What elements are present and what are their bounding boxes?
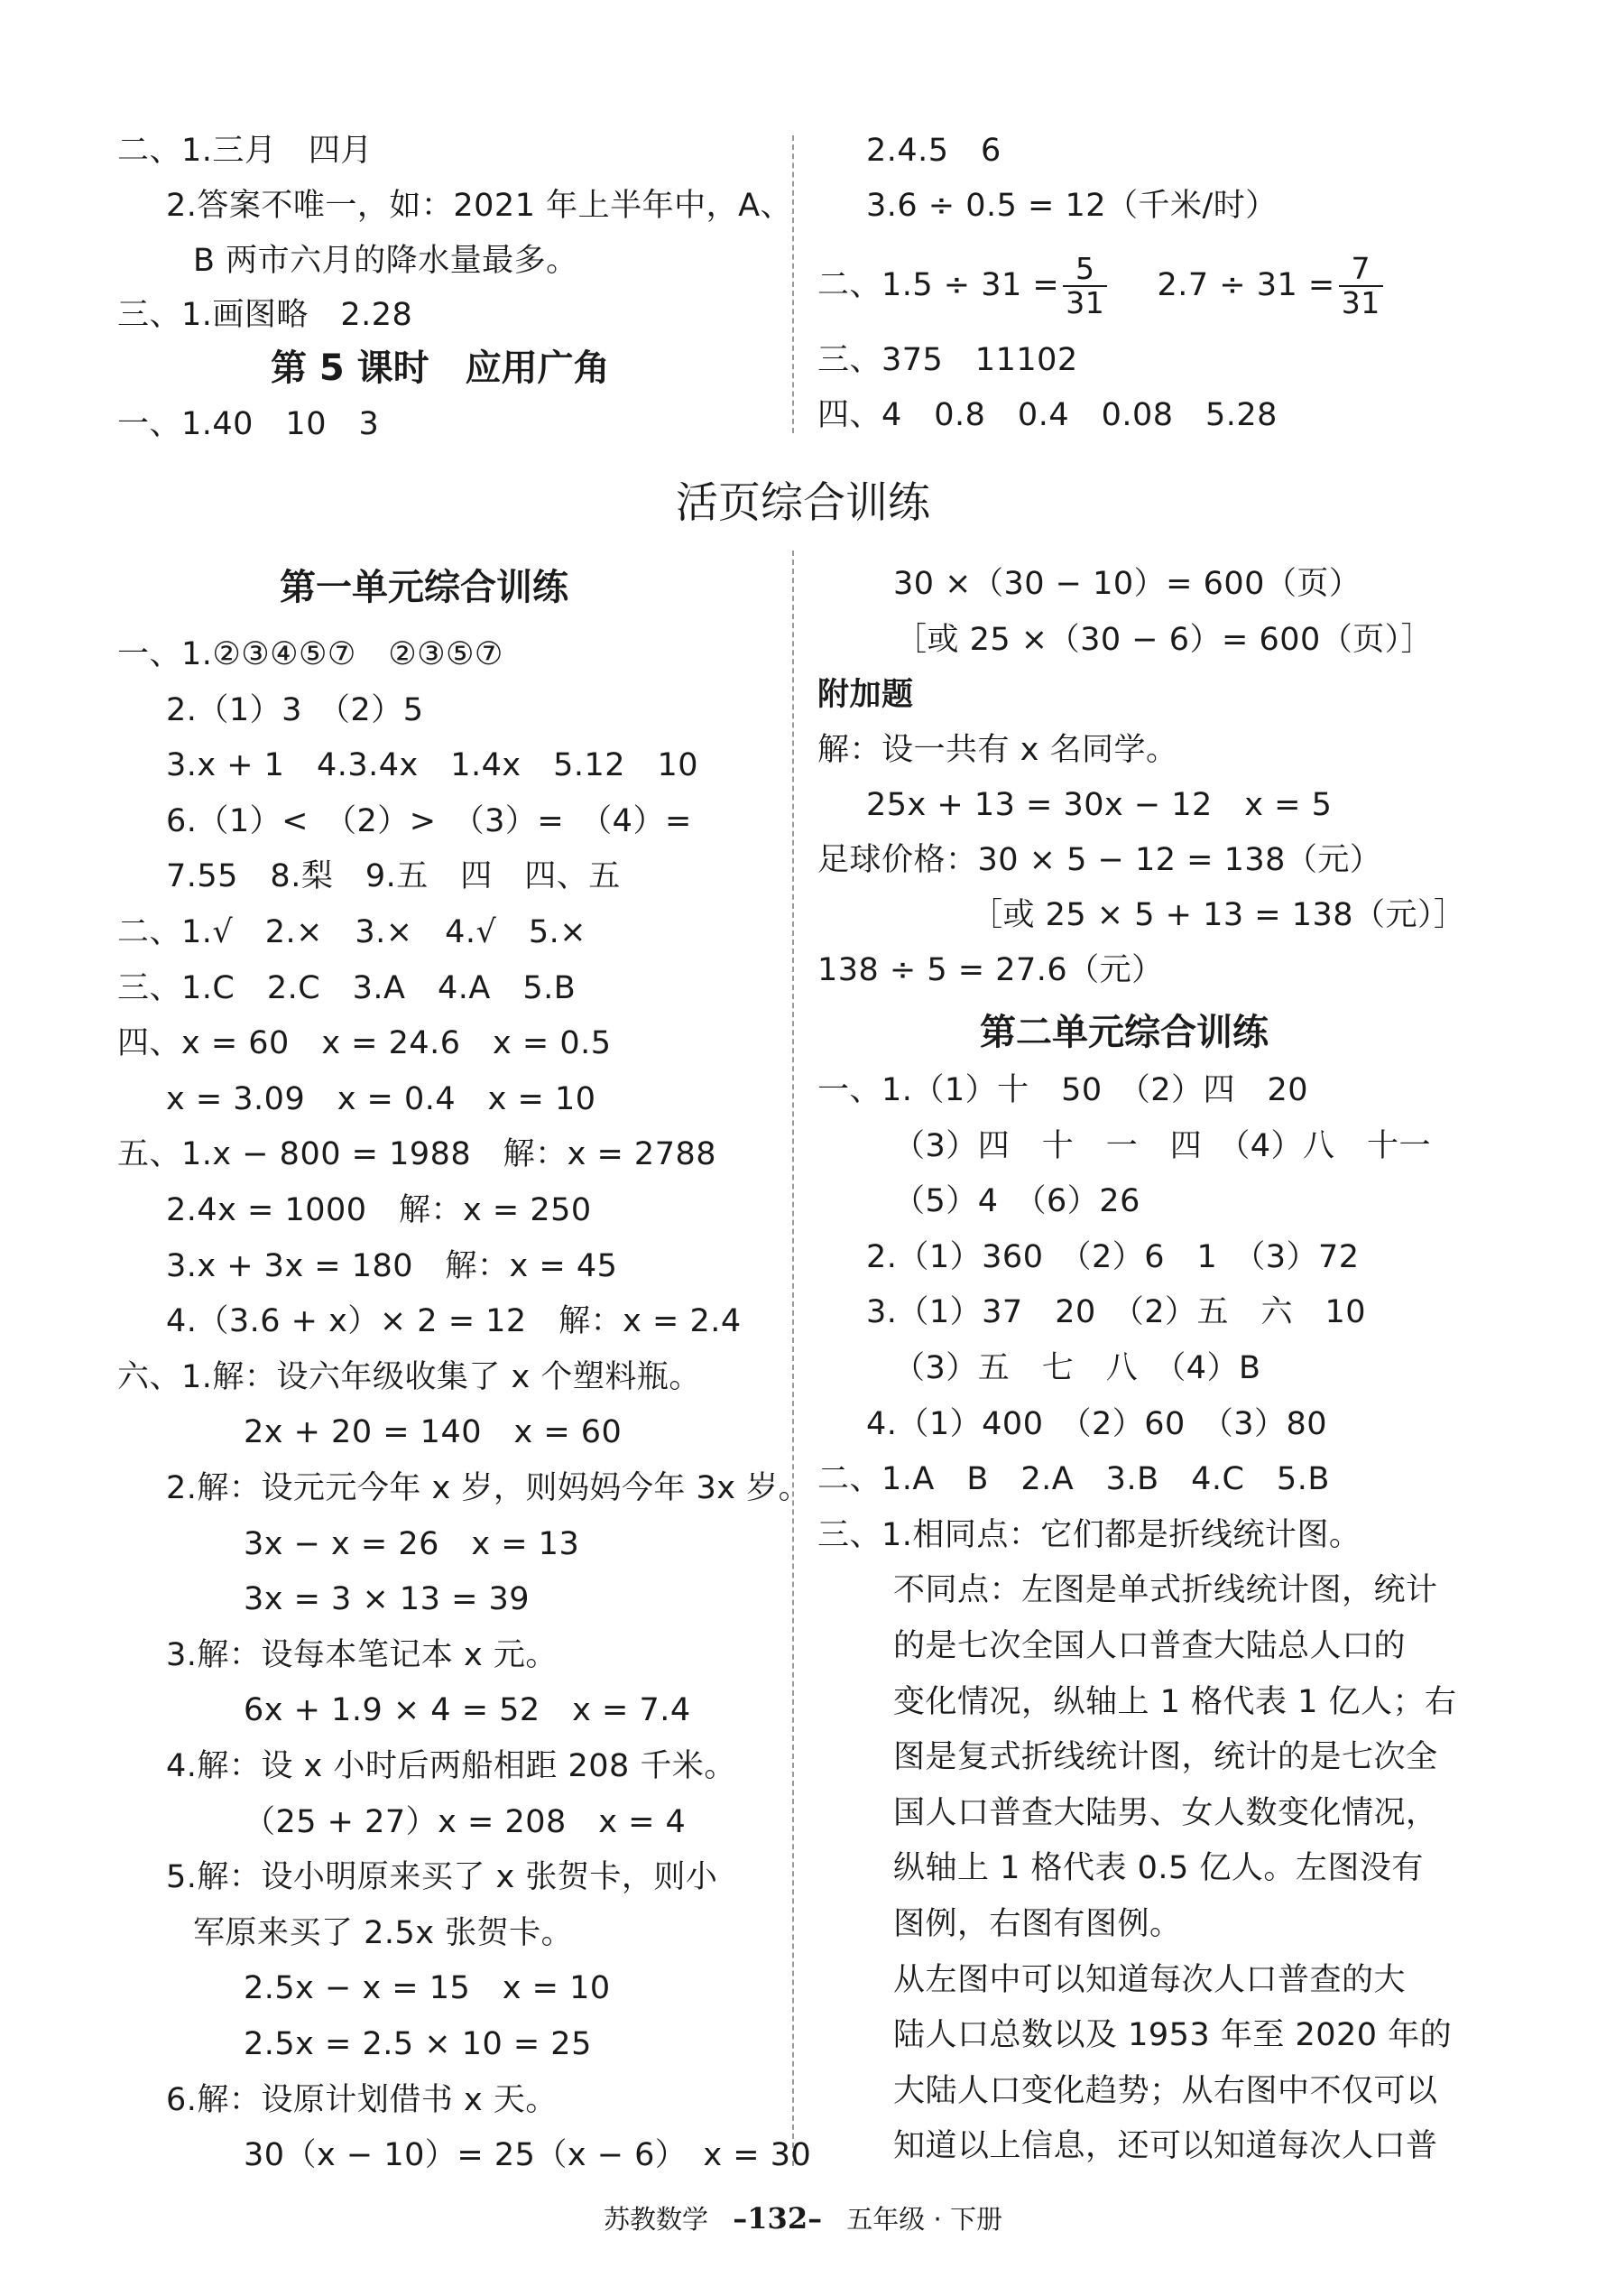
- unit1-line-26: 2.5x = 2.5 × 10 = 25: [244, 2026, 592, 2062]
- right-line-4: 解：设一共有 x 名同学。: [817, 732, 1178, 768]
- unit2-line-18: 陆人口总数以及 1953 年至 2020 年的: [893, 2017, 1453, 2054]
- unit1-line-9: x = 3.09 x = 0.4 x = 10: [166, 1080, 596, 1117]
- fraction-7-31: [1339, 253, 1383, 319]
- unit2-line-3: （5）4 （6）26: [893, 1183, 1140, 1220]
- unit1-line-8: 四、x = 60 x = 24.6 x = 0.5: [117, 1025, 612, 1062]
- unit1-line-28: 30（x − 10）= 25（x − 6） x = 30: [244, 2137, 812, 2174]
- unit2-line-15: 纵轴上 1 格代表 0.5 亿人。左图没有: [893, 1850, 1424, 1887]
- column-divider-main: [792, 551, 794, 2166]
- fraction-denominator: 31: [1341, 285, 1380, 320]
- fraction-5-31: [1063, 253, 1107, 319]
- right-line-5: 25x + 13 = 30x − 12 x = 5: [866, 787, 1333, 823]
- unit1-line-1: 一、1.②③④⑤⑦ ②③⑤⑦: [117, 636, 503, 672]
- unit2-title: 第二单元综合训练: [980, 1012, 1269, 1053]
- unit1-line-22: （25 + 27）x = 208 x = 4: [244, 1803, 687, 1840]
- top-left-line-1: 二、1.三月 四月: [117, 133, 373, 169]
- unit1-line-21: 4.解：设 x 小时后两船相距 208 千米。: [166, 1748, 736, 1784]
- unit2-line-8: 二、1.A B 2.A 3.B 4.C 5.B: [817, 1461, 1330, 1498]
- unit1-line-18: 3x = 3 × 13 = 39: [244, 1581, 531, 1618]
- top-left-line-5: 一、1.40 10 3: [117, 406, 380, 442]
- top-right-line-4: 三、375 11102: [817, 342, 1078, 378]
- unit2-line-17: 从左图中可以知道每次人口普查的大: [893, 1961, 1407, 1998]
- unit1-line-13: 4.（3.6 + x）× 2 = 12 解：x = 2.4: [166, 1303, 742, 1340]
- column-divider-top: [792, 135, 794, 433]
- unit2-line-19: 大陆人口变化趋势；从右图中不仅可以: [893, 2072, 1438, 2109]
- right-line-1: 30 ×（30 − 10）= 600（页）: [893, 566, 1361, 602]
- unit1-title: 第一单元综合训练: [280, 567, 568, 608]
- fraction-expr-2: 2.7 ÷ 31 =: [1157, 267, 1335, 303]
- unit1-line-12: 3.x + 3x = 180 解：x = 45: [166, 1247, 618, 1284]
- footer-grade: 五年级 · 下册: [846, 2204, 1002, 2235]
- right-line-7: ［或 25 × 5 + 13 = 138（元）］: [971, 897, 1466, 933]
- top-left-line-2: 2.答案不唯一，如：2021 年上半年中，A、: [166, 188, 793, 224]
- unit1-line-3: 3.x + 1 4.3.4x 1.4x 5.12 10: [166, 747, 699, 784]
- unit1-line-7: 三、1.C 2.C 3.A 4.A 5.B: [117, 969, 577, 1006]
- unit1-line-23: 5.解：设小明原来买了 x 张贺卡，则小: [166, 1859, 718, 1896]
- lesson-title: 第 5 课时 应用广角: [271, 347, 610, 389]
- unit1-line-16: 2.解：设元元今年 x 岁，则妈妈今年 3x 岁。: [166, 1470, 811, 1506]
- unit1-line-11: 2.4x = 1000 解：x = 250: [166, 1192, 592, 1228]
- unit1-line-2: 2.（1）3 （2）5: [166, 691, 424, 728]
- top-right-line-2: 3.6 ÷ 0.5 = 12（千米/时）: [866, 188, 1278, 224]
- unit2-line-16: 图例，右图有图例。: [893, 1906, 1182, 1942]
- unit2-line-12: 变化情况，纵轴上 1 格代表 1 亿人；右: [893, 1683, 1457, 1720]
- right-line-3: 附加题: [817, 677, 914, 713]
- page-footer: [0, 2200, 1606, 2237]
- fraction-numerator: 7: [1339, 253, 1383, 287]
- fraction-expr-1: 二、1.5 ÷ 31 =: [817, 267, 1060, 303]
- unit2-line-9: 三、1.相同点：它们都是折线统计图。: [817, 1516, 1361, 1553]
- unit2-line-6: （3）五 七 八 （4）B: [893, 1350, 1261, 1386]
- unit2-line-1: 一、1.（1）十 50 （2）四 20: [817, 1072, 1309, 1108]
- unit1-line-14: 六、1.解：设六年级收集了 x 个塑料瓶。: [117, 1358, 701, 1395]
- unit2-line-10: 不同点：左图是单式折线统计图，统计: [893, 1572, 1438, 1609]
- unit1-line-24: 军原来买了 2.5x 张贺卡。: [193, 1914, 574, 1951]
- unit1-line-19: 3.解：设每本笔记本 x 元。: [166, 1636, 558, 1673]
- unit2-line-5: 3.（1）37 20 （2）五 六 10: [866, 1294, 1367, 1331]
- unit1-line-5: 7.55 8.梨 9.五 四 四、五: [166, 858, 621, 895]
- fraction-denominator: 31: [1066, 285, 1105, 320]
- right-line-8: 138 ÷ 5 = 27.6（元）: [817, 952, 1164, 988]
- top-left-line-4: 三、1.画图略 2.28: [117, 297, 413, 333]
- top-right-line-5: 四、4 0.8 0.4 0.08 5.28: [817, 397, 1278, 433]
- unit1-line-20: 6x + 1.9 × 4 = 52 x = 7.4: [244, 1692, 691, 1729]
- unit2-line-2: （3）四 十 一 四 （4）八 十一: [893, 1127, 1432, 1164]
- unit1-line-10: 五、1.x − 800 = 1988 解：x = 2788: [117, 1136, 716, 1173]
- unit2-line-11: 的是七次全国人口普查大陆总人口的: [893, 1628, 1407, 1664]
- top-left-line-3: B 两市六月的降水量最多。: [193, 243, 578, 279]
- right-line-2: ［或 25 ×（30 − 6）= 600（页）］: [895, 622, 1434, 658]
- unit1-line-15: 2x + 20 = 140 x = 60: [244, 1414, 623, 1451]
- fraction-numerator: 5: [1063, 253, 1107, 287]
- main-title: 活页综合训练: [676, 478, 930, 528]
- unit1-line-17: 3x − x = 26 x = 13: [244, 1525, 580, 1562]
- unit1-line-25: 2.5x − x = 15 x = 10: [244, 1970, 611, 2007]
- top-right-fraction-line: [817, 244, 1387, 327]
- unit2-line-4: 2.（1）360 （2）6 1 （3）72: [866, 1238, 1360, 1275]
- top-right-line-1: 2.4.5 6: [866, 133, 1001, 169]
- footer-subject: 苏教数学: [604, 2204, 709, 2235]
- unit2-line-7: 4.（1）400 （2）60 （3）80: [866, 1405, 1328, 1442]
- page-number: –132–: [733, 2201, 823, 2236]
- unit1-line-6: 二、1.√ 2.× 3.× 4.√ 5.×: [117, 914, 587, 950]
- right-line-6: 足球价格：30 × 5 − 12 = 138（元）: [817, 842, 1382, 878]
- unit2-line-14: 国人口普查大陆男、女人数变化情况，: [893, 1794, 1438, 1831]
- unit2-line-20: 知道以上信息，还可以知道每次人口普: [893, 2128, 1438, 2165]
- page-number-value: 132: [747, 2201, 808, 2236]
- unit1-line-27: 6.解：设原计划借书 x 天。: [166, 2081, 558, 2118]
- unit2-line-13: 图是复式折线统计图，统计的是七次全: [893, 1739, 1438, 1776]
- unit1-line-4: 6.（1）< （2）> （3）= （4）=: [166, 802, 692, 839]
